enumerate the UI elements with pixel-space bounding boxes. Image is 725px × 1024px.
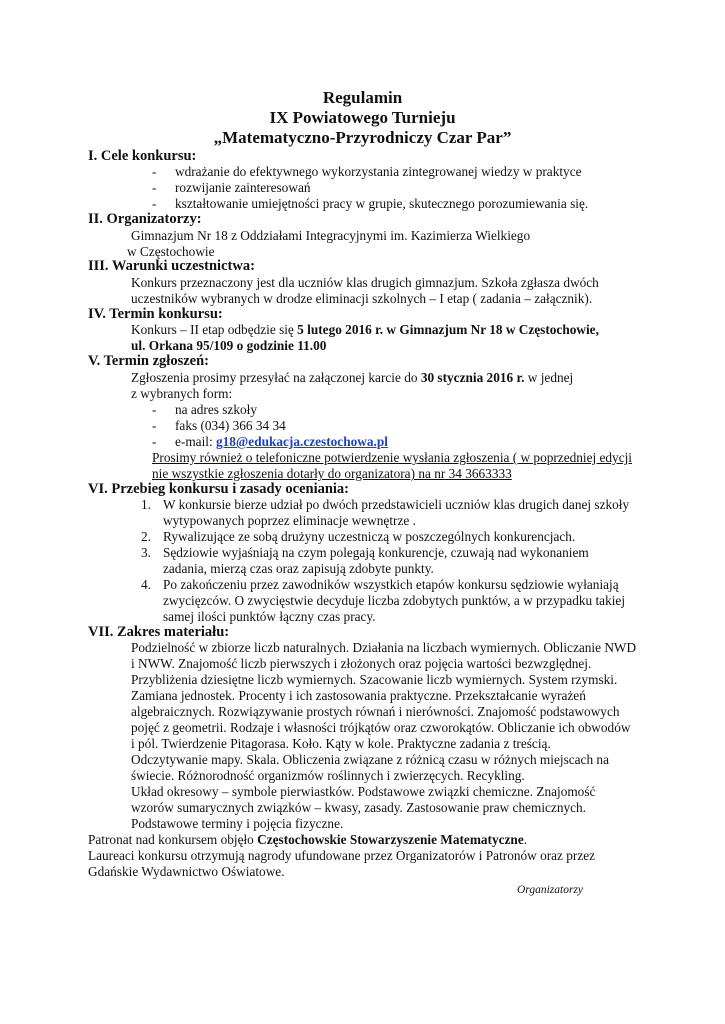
material-text: i pól. Twierdzenie Pitagorasa. Koło. Kąty w kole. Praktyczne zadania z treścią. [131,736,551,751]
material-text: algebraicznych. Rozwiązywanie prostych równań i nierówności. Znajomość podstawowych [131,704,620,719]
doc-title-line-3: „Matematyczno-Przyrodniczy Czar Par” [213,128,512,147]
section-goals-heading: I. Cele konkursu: [88,148,197,164]
section-procedure-heading: VI. Przebieg konkursu i zasady oceniania: [88,481,350,497]
list-number: 4. [141,577,151,592]
section-date-heading: IV. Termin konkursu: [88,306,223,322]
email-link[interactable]: g18@edukacja.czestochowa.pl [215,434,388,449]
material-text: świecie. Różnorodność organizmów roślinnych i zwierzęcych. Recykling. [131,768,525,783]
laureates-text: Laureaci konkursu otrzymują nagrody ufundowane przez Organizatorów i Patronów oraz przez [88,848,596,863]
conditions-text: Konkurs przeznaczony jest dla uczniów klas drugich gimnazjum. Szkoła zgłasza dwóch [131,275,599,290]
registration-option: faks (034) 366 34 34 [175,418,286,433]
list-number: 1. [141,497,151,512]
goal-item: wdrażanie do efektywnego wykorzystania zintegrowanej wiedzy w praktyce [175,164,582,179]
signature: Organizatorzy [517,884,584,896]
bullet-dash: - [152,196,157,211]
material-text: Zamiana jednostek. Procenty i ich zastosowania praktyczne. Przekształcanie wyrażeń [131,688,586,703]
material-text: Podstawowe terminy i pojęcia fizyczne. [131,816,344,831]
patron-post: . [523,832,528,847]
list-number: 3. [141,545,151,560]
conditions-text: uczestników wybranych w drodze eliminacji szkolnych – I etap ( zadania – załącznik). [131,291,593,306]
bullet-dash: - [152,402,157,417]
material-text: Podzielność w zbiorze liczb naturalnych. Działania na liczbach wymiernych. Obliczanie NWD [131,640,637,655]
registration-post: w jednej [524,370,574,385]
doc-title-line-2: IX Powiatowego Turnieju [269,108,456,127]
procedure-item: samej ilości punktów łączny czas pracy. [163,609,376,624]
procedure-item: Rywalizujące ze sobą drużyny uczestniczą w poszczególnych konkurencjach. [163,529,576,544]
doc-title: Regulamin [322,88,403,107]
contest-address: ul. Orkana 95/109 o godzinie 11.00 [131,338,327,353]
bullet-dash: - [152,434,157,449]
registration-option: na adres szkoły [175,402,257,417]
bullet-dash: - [152,418,157,433]
confirmation-note: Prosimy również o telefoniczne potwierdzenie wysłania zgłoszenia ( w poprzedniej edycji [152,450,632,465]
material-text: pojęć z geometrii. Rodzaje i własności trójkątów oraz czworokątów. Obliczanie ich obwodów [131,720,631,735]
registration-option [175,434,388,450]
procedure-item: zwycięzców. O zwycięstwie decyduje liczba zdobytych punktów, a w przypadku takiej [163,593,626,608]
organizer-name: Gimnazjum Nr 18 z Oddziałami Integracyjnymi im. Kazimierza Wielkiego [131,228,531,243]
goal-item: kształtowanie umiejętności pracy w grupie, skutecznego porozumiewania się. [175,196,589,211]
patron-name: Częstochowskie Stowarzyszenie Matematyczne [257,832,524,847]
laureates-text: Gdańskie Wydawnictwo Oświatowe. [88,864,285,879]
procedure-item: Sędziowie wyjaśniają na czym polegają konkurencje, czuwają nad wykonaniem [163,545,589,560]
section-material-heading: VII. Zakres materiału: [88,624,230,640]
email-label: e-mail: [175,434,216,449]
procedure-item: zadania, mierzą czas oraz zapisują zdobyte punkty. [163,561,434,576]
list-number: 2. [141,529,151,544]
procedure-item: W konkursie bierze udział po dwóch przedstawicieli uczniów klas drugich danej szkoły [163,497,630,512]
registration-deadline: 30 stycznia 2016 r. [420,370,525,385]
contest-date-pre: Konkurs – II etap odbędzie się [131,322,298,337]
material-text: wzorów sumarycznych związków – kwasy, zasady. Zastosowanie praw chemicznych. [131,800,587,815]
section-conditions-heading: III. Warunki uczestnictwa: [88,258,255,274]
procedure-item: wytypowanych poprzez eliminacje wewnętrze . [163,513,416,528]
contest-date-text [131,322,599,338]
material-text: i NWW. Znajomość liczb pierwszych i złożonych oraz pojęcia wartości bezwzględnej. [131,656,592,671]
contest-date-bold: 5 lutego 2016 r. w Gimnazjum Nr 18 w Częstochowie, [297,322,599,337]
section-registration-heading: V. Termin zgłoszeń: [88,353,209,369]
bullet-dash: - [152,180,157,195]
material-text: Układ okresowy – symbole pierwiastków. Podstawowe związki chemiczne. Znajomość [131,784,596,799]
section-organizers-heading: II. Organizatorzy: [88,211,202,227]
material-text: Przybliżenia dziesiętne liczb wymiernych. Szacowanie liczb wymiernych. System rzymski. [131,672,618,687]
registration-pre: Zgłoszenia prosimy przesyłać na załączonej karcie do [131,370,421,385]
bullet-dash: - [152,164,157,179]
goal-item: rozwijanie zainteresowań [175,180,311,195]
registration-forms: z wybranych form: [131,386,233,401]
patron-text [88,832,527,848]
patron-pre: Patronat nad konkursem objęło [88,832,258,847]
confirmation-note: nie wszystkie zgłoszenia dotarły do organizatora) na nr 34 3663333 [152,466,512,481]
registration-text [131,370,573,386]
procedure-item: Po zakończeniu przez zawodników wszystkich etapów konkursu sędziowie wyłaniają [163,577,619,592]
material-text: Odczytywanie mapy. Skala. Obliczenia związane z różnicą czasu w różnych miejscach na [131,752,609,767]
organizer-city: w Częstochowie [127,244,215,259]
